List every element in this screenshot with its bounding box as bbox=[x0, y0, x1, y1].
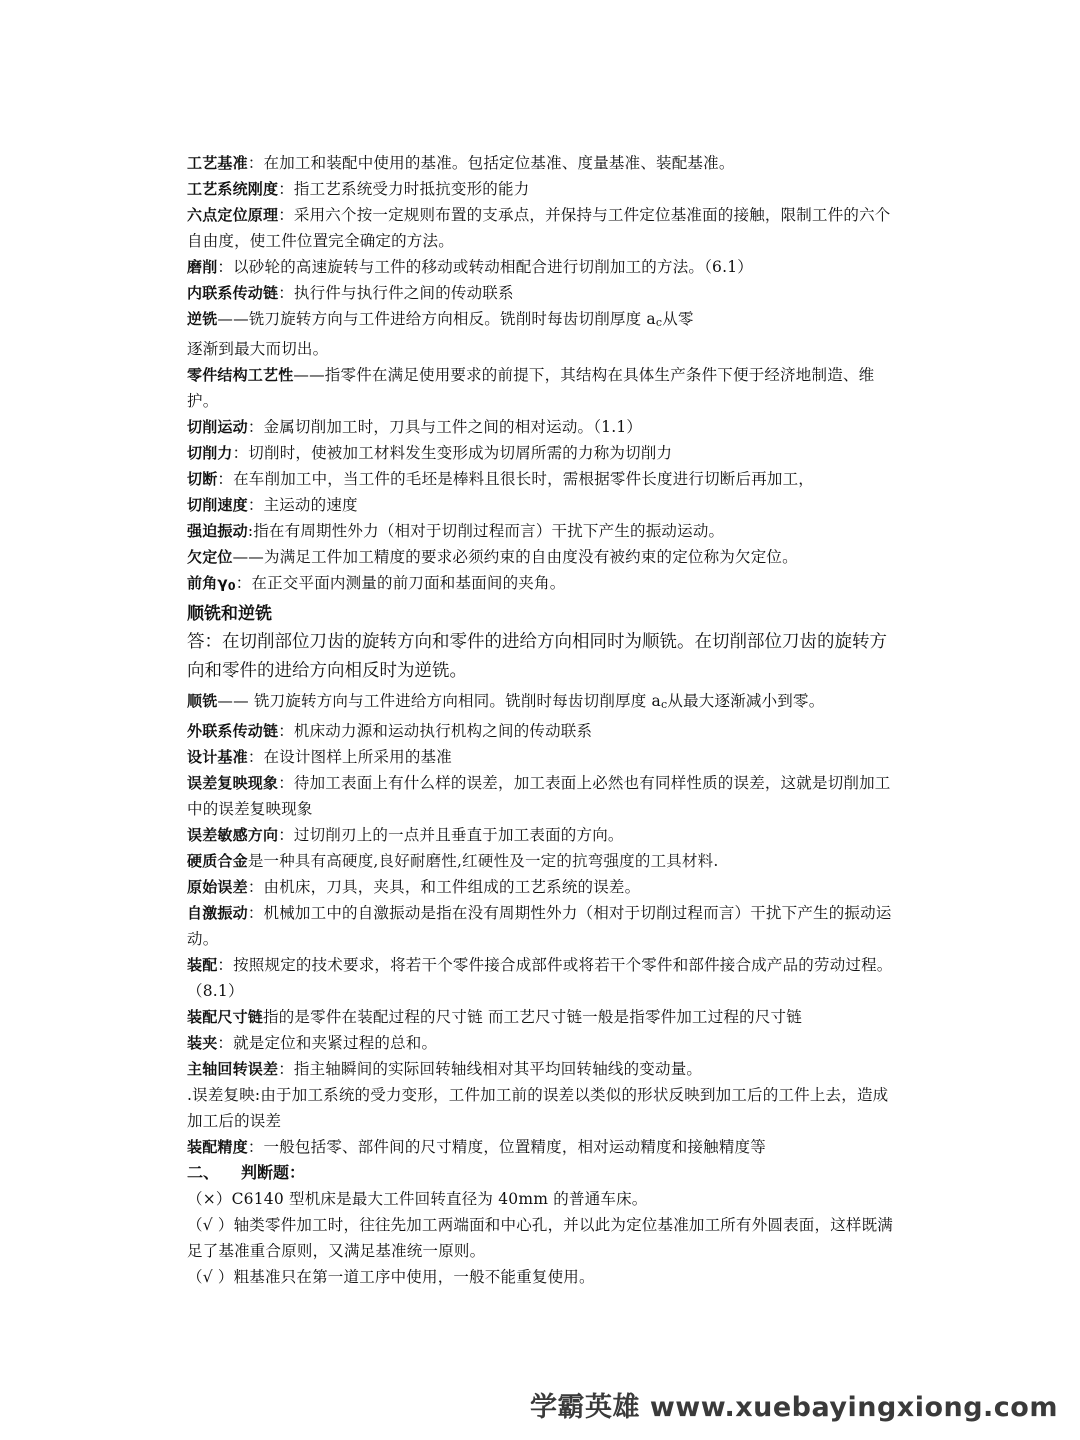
definition: ——指零件在满足使用要求的前提下，其结构在具体生产条件下便于经济地制造、维护。 bbox=[187, 366, 875, 410]
definition: ——铣刀旋转方向与工件进给方向相反。铣削时每齿切削厚度 a bbox=[217, 310, 656, 328]
section-number: 二、 bbox=[187, 1163, 220, 1182]
definition: ：在设计图样上所采用的基准 bbox=[247, 748, 452, 766]
site-watermark: 学霸英雄 www.xuebayingxiong.com bbox=[529, 1392, 1058, 1423]
definition-entry bbox=[187, 202, 899, 254]
definition: ：主运动的速度 bbox=[247, 496, 358, 514]
definition: ：以砂轮的高速旋转与工件的移动或转动相配合进行切削加工的方法。（6.1） bbox=[217, 258, 754, 276]
definition: :指在有周期性外力（相对于切削过程而言）干扰下产生的振动运动。 bbox=[247, 522, 725, 540]
definition: ：由机床，刀具，夹具，和工件组成的工艺系统的误差。 bbox=[247, 878, 641, 896]
term: 强迫振动 bbox=[187, 522, 248, 540]
definition-entry bbox=[187, 414, 899, 440]
definition-entry bbox=[187, 1056, 899, 1082]
term: 外联系传动链 bbox=[187, 722, 279, 740]
definition-entry bbox=[187, 254, 899, 280]
definition: ：待加工表面上有什么样的误差，加工表面上必然也有同样性质的误差，这就是切削加工中的误差复映现象 bbox=[187, 774, 891, 818]
definition: ：切削时，使被加工材料发生变形成为切屑所需的力称为切削力 bbox=[232, 444, 673, 462]
definition: 从最大逐渐减小到零。 bbox=[667, 692, 825, 710]
definition: 是一种具有高硬度,良好耐磨性,红硬性及一定的抗弯强度的工具材料. bbox=[247, 852, 719, 870]
definition: 从零 bbox=[662, 310, 694, 328]
definition-entry bbox=[187, 544, 899, 570]
definition-entry bbox=[187, 848, 899, 874]
term: 装配 bbox=[187, 956, 218, 974]
definition-entry bbox=[187, 492, 899, 518]
judge-item: （×）C6140 型机床是最大工件回转直径为 40mm 的普通车床。 bbox=[187, 1190, 648, 1208]
judge-item: （√ ）轴类零件加工时，往往先加工两端面和中心孔，并以此为定位基准加工所有外圆表面，这样既满足了基准重合原则，又满足基准统一原则。 bbox=[187, 1216, 894, 1260]
definition-entry bbox=[187, 176, 899, 202]
term: 内联系传动链 bbox=[187, 284, 279, 302]
definition: ：指主轴瞬间的实际回转轴线相对其平均回转轴线的变动量。 bbox=[278, 1060, 703, 1078]
term: 误差复映现象 bbox=[187, 774, 279, 792]
definition-entry bbox=[187, 1134, 899, 1160]
term: 欠定位 bbox=[187, 548, 233, 566]
subscript: c bbox=[661, 698, 668, 711]
definition-entry bbox=[187, 280, 899, 306]
definition: ：过切削刃上的一点并且垂直于加工表面的方向。 bbox=[278, 826, 624, 844]
term: 原始误差 bbox=[187, 878, 248, 896]
judge-item: （√ ）粗基准只在第一道工序中使用，一般不能重复使用。 bbox=[187, 1268, 595, 1286]
definition-entry bbox=[187, 306, 899, 362]
term: 自激振动 bbox=[187, 904, 248, 922]
definition: ——为满足工件加工精度的要求必须约束的自由度没有被约束的定位称为欠定位。 bbox=[232, 548, 798, 566]
definition-entry bbox=[187, 440, 899, 466]
section-title: 判断题： bbox=[241, 1163, 306, 1182]
term: 设计基准 bbox=[187, 748, 248, 766]
definition-entry bbox=[187, 952, 899, 1004]
definition: ：机床动力源和运动执行机构之间的传动联系 bbox=[278, 722, 593, 740]
definition: —— 铣刀旋转方向与工件进给方向相同。铣削时每齿切削厚度 a bbox=[217, 692, 662, 710]
term: 切削力 bbox=[187, 444, 233, 462]
definition-entry bbox=[187, 518, 899, 544]
document-body bbox=[187, 150, 899, 1290]
term: 主轴回转误差 bbox=[187, 1060, 279, 1078]
term: 磨削 bbox=[187, 258, 218, 276]
term: 工艺基准 bbox=[187, 154, 248, 172]
definition: ：一般包括零、部件间的尺寸精度，位置精度，相对运动精度和接触精度等 bbox=[247, 1138, 766, 1156]
judge-section-title bbox=[187, 1160, 899, 1186]
section-heading: 顺铣和逆铣 bbox=[187, 604, 272, 624]
term: 切削运动 bbox=[187, 418, 248, 436]
term: 切断 bbox=[187, 470, 218, 488]
term: 装夹 bbox=[187, 1034, 218, 1052]
definition: 逐渐到最大而切出。 bbox=[187, 340, 329, 358]
term: 装配尺寸链 bbox=[187, 1008, 264, 1026]
definition: ：在加工和装配中使用的基准。包括定位基准、度量基准、装配基准。 bbox=[247, 154, 735, 172]
term: 逆铣 bbox=[187, 310, 218, 328]
definition-entry bbox=[187, 688, 899, 718]
definition-entry bbox=[187, 466, 899, 492]
term: 顺铣 bbox=[187, 692, 218, 710]
definition-entry bbox=[187, 1082, 899, 1134]
definition: ：机械加工中的自激振动是指在没有周期性外力（相对于切削过程而言）干扰下产生的振动运动。 bbox=[187, 904, 892, 948]
term: 误差敏感方向 bbox=[187, 826, 279, 844]
definition: ：就是定位和夹紧过程的总和。 bbox=[217, 1034, 438, 1052]
definition-entry bbox=[187, 900, 899, 952]
definition-entry bbox=[187, 822, 899, 848]
section-answer: 答：在切削部位刀齿的旋转方向和零件的进给方向相同时为顺铣。在切削部位刀齿的旋转方向和零件的进给方向相反时为逆铣。 bbox=[187, 632, 887, 681]
term: 六点定位原理 bbox=[187, 206, 279, 224]
definition-entry bbox=[187, 1004, 899, 1030]
definition-entry bbox=[187, 770, 899, 822]
term: 装配精度 bbox=[187, 1138, 248, 1156]
definition: ：按照规定的技术要求，将若干个零件接合成部件或将若干个零件和部件接合成产品的劳动过程。（8.1） bbox=[187, 956, 893, 1000]
definition-entry bbox=[187, 150, 899, 176]
definition: ：采用六个按一定规则布置的支承点，并保持与工件定位基准面的接触，限制工件的六个自由度，使工件位置完全确定的方法。 bbox=[187, 206, 891, 250]
definition-entry bbox=[187, 1030, 899, 1056]
definition: ：在车削加工中，当工件的毛坯是棒料且很长时，需根据零件长度进行切断后再加工， bbox=[217, 470, 815, 488]
definition: ：在正交平面内测量的前刀面和基面间的夹角。 bbox=[235, 574, 566, 592]
definition-entry bbox=[187, 362, 899, 414]
definition-entry bbox=[187, 874, 899, 900]
subscript: c bbox=[655, 316, 663, 329]
term: 硬质合金 bbox=[187, 852, 248, 870]
definition: 指的是零件在装配过程的尺寸链 而工艺尺寸链一般是指零件加工过程的尺寸链 bbox=[263, 1008, 802, 1026]
definition-entry bbox=[187, 570, 899, 600]
definition-entry bbox=[187, 744, 899, 770]
subscript: 0 bbox=[227, 580, 236, 593]
term: 切削速度 bbox=[187, 496, 248, 514]
definition-entry bbox=[187, 718, 899, 744]
definition: ：执行件与执行件之间的传动联系 bbox=[278, 284, 514, 302]
term: 零件结构工艺性 bbox=[187, 366, 294, 384]
term: 工艺系统刚度 bbox=[187, 180, 279, 198]
term: 前角γ bbox=[187, 574, 228, 592]
definition: ：金属切削加工时，刀具与工件之间的相对运动。（1.1） bbox=[247, 418, 643, 436]
definition: .误差复映:由于加工系统的受力变形，工件加工前的误差以类似的形状反映到加工后的工件上去，造成加工后的误差 bbox=[187, 1086, 889, 1130]
definition: ：指工艺系统受力时抵抗变形的能力 bbox=[278, 180, 530, 198]
